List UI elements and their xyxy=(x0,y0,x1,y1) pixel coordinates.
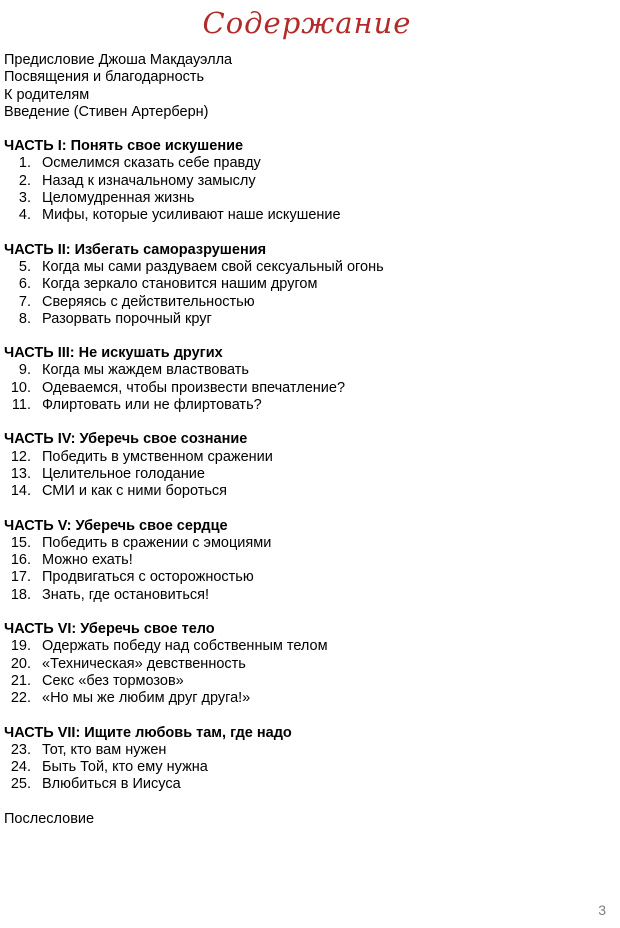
toc-item xyxy=(4,776,610,793)
toc-item xyxy=(4,742,610,759)
toc-section xyxy=(4,138,610,224)
toc-item-text: Целительное голодание xyxy=(42,465,205,482)
toc-item xyxy=(4,380,610,397)
toc-item-number: 24. xyxy=(10,759,31,776)
toc-item-text: Флиртовать или не флиртовать? xyxy=(42,397,262,414)
toc-item-text: Победить в умственном сражении xyxy=(42,448,273,465)
toc-item-text: Знать, где остановиться! xyxy=(42,586,210,603)
toc-item xyxy=(4,569,610,586)
toc-item-number: 2. xyxy=(18,172,31,189)
toc-item xyxy=(4,483,610,500)
toc-section xyxy=(4,725,610,794)
toc-item xyxy=(4,690,610,707)
toc-item xyxy=(4,638,610,655)
toc-item-number: 5. xyxy=(18,258,31,275)
toc-item-text: Когда зеркало становится нашим другом xyxy=(42,276,318,293)
toc-item xyxy=(4,207,610,224)
section-heading: ЧАСТЬ V: Уберечь свое сердце xyxy=(4,517,228,534)
toc-item-number: 17. xyxy=(10,569,31,586)
toc-section xyxy=(4,345,610,414)
toc-item-number: 8. xyxy=(18,310,31,327)
toc-item-text: СМИ и как с ними бороться xyxy=(42,483,228,500)
toc-item xyxy=(4,552,610,569)
section-heading: ЧАСТЬ I: Понять свое искушение xyxy=(4,138,244,155)
toc-item-text: Тот, кто вам нужен xyxy=(42,741,167,758)
toc-item-text: Назад к изначальному замыслу xyxy=(42,172,256,189)
toc-item xyxy=(4,535,610,552)
front-matter-list xyxy=(4,52,610,121)
page-title: Содержание xyxy=(202,6,412,40)
section-heading: ЧАСТЬ III: Не искушать других xyxy=(4,345,223,362)
toc-section xyxy=(4,242,610,328)
toc-item xyxy=(4,397,610,414)
toc-item-number: 14. xyxy=(10,483,31,500)
toc-item xyxy=(4,587,610,604)
toc-item-number: 1. xyxy=(18,155,31,172)
front-matter-line: К родителям xyxy=(4,86,90,103)
toc-item xyxy=(4,673,610,690)
page-number: 3 xyxy=(598,902,606,918)
toc-item xyxy=(4,173,610,190)
toc-item-text: Сверяясь с действительностью xyxy=(42,293,255,310)
toc-section xyxy=(4,431,610,500)
toc-item-number: 13. xyxy=(10,465,31,482)
toc-item-text: Когда мы сами раздуваем свой сексуальный огонь xyxy=(42,258,384,275)
section-heading: ЧАСТЬ VII: Ищите любовь там, где надо xyxy=(4,724,292,741)
toc-item-text: «Но мы же любим друг друга!» xyxy=(42,690,251,707)
toc-item xyxy=(4,362,610,379)
toc-item-text: «Техническая» девственность xyxy=(42,655,246,672)
back-matter: Послесловие xyxy=(4,810,95,827)
toc-item xyxy=(4,656,610,673)
front-matter-line: Введение (Стивен Артерберн) xyxy=(4,103,209,120)
toc-item-number: 22. xyxy=(10,690,31,707)
toc-item-text: Разорвать порочный круг xyxy=(42,310,212,327)
toc-item-text: Продвигаться с осторожностью xyxy=(42,569,254,586)
toc-item-text: Быть Той, кто ему нужна xyxy=(42,759,208,776)
toc-item-number: 9. xyxy=(18,362,31,379)
toc-item-number: 18. xyxy=(10,586,31,603)
toc-item-number: 20. xyxy=(10,655,31,672)
toc-item xyxy=(4,190,610,207)
toc-item xyxy=(4,276,610,293)
toc-item-text: Одеваемся, чтобы произвести впечатление? xyxy=(42,379,346,396)
toc-item xyxy=(4,449,610,466)
toc-item-number: 15. xyxy=(10,534,31,551)
toc-item xyxy=(4,311,610,328)
section-heading: ЧАСТЬ II: Избегать саморазрушения xyxy=(4,241,267,258)
toc-item-text: Победить в сражении с эмоциями xyxy=(42,534,272,551)
toc-item-text: Осмелимся сказать себе правду xyxy=(42,155,261,172)
front-matter-line: Посвящения и благодарность xyxy=(4,69,205,86)
toc-item-text: Целомудренная жизнь xyxy=(42,190,195,207)
toc-item-text: Секс «без тормозов» xyxy=(42,672,184,689)
front-matter-line: Предисловие Джоша Макдауэлла xyxy=(4,52,233,68)
toc-item xyxy=(4,294,610,311)
toc-section xyxy=(4,518,610,604)
toc-item-number: 16. xyxy=(10,552,31,569)
toc-item-text: Мифы, которые усиливают наше искушение xyxy=(42,207,341,224)
toc-item-number: 11. xyxy=(11,397,31,414)
toc-item-number: 23. xyxy=(10,741,31,758)
toc-item-number: 10. xyxy=(10,379,31,396)
toc-item-text: Одержать победу над собственным телом xyxy=(42,638,328,655)
toc-item-number: 4. xyxy=(18,207,31,224)
toc-item xyxy=(4,155,610,172)
toc-item xyxy=(4,466,610,483)
toc-item-number: 6. xyxy=(18,276,31,293)
section-heading: ЧАСТЬ IV: Уберечь свое сознание xyxy=(4,431,248,448)
toc-item xyxy=(4,759,610,776)
toc-item-number: 19. xyxy=(10,638,31,655)
section-heading: ЧАСТЬ VI: Уберечь свое тело xyxy=(4,621,215,638)
toc-item-text: Когда мы жаждем властвовать xyxy=(42,362,249,379)
toc-item-text: Можно ехать! xyxy=(42,552,133,569)
toc-item-number: 12. xyxy=(10,448,31,465)
toc-item-number: 7. xyxy=(18,293,31,310)
toc-item-number: 25. xyxy=(10,776,31,793)
toc-item-number: 21. xyxy=(10,672,31,689)
toc-section xyxy=(4,621,610,707)
toc-sections xyxy=(4,138,610,794)
toc-item xyxy=(4,259,610,276)
toc-item-text: Влюбиться в Иисуса xyxy=(42,776,181,793)
toc-item-number: 3. xyxy=(18,190,31,207)
